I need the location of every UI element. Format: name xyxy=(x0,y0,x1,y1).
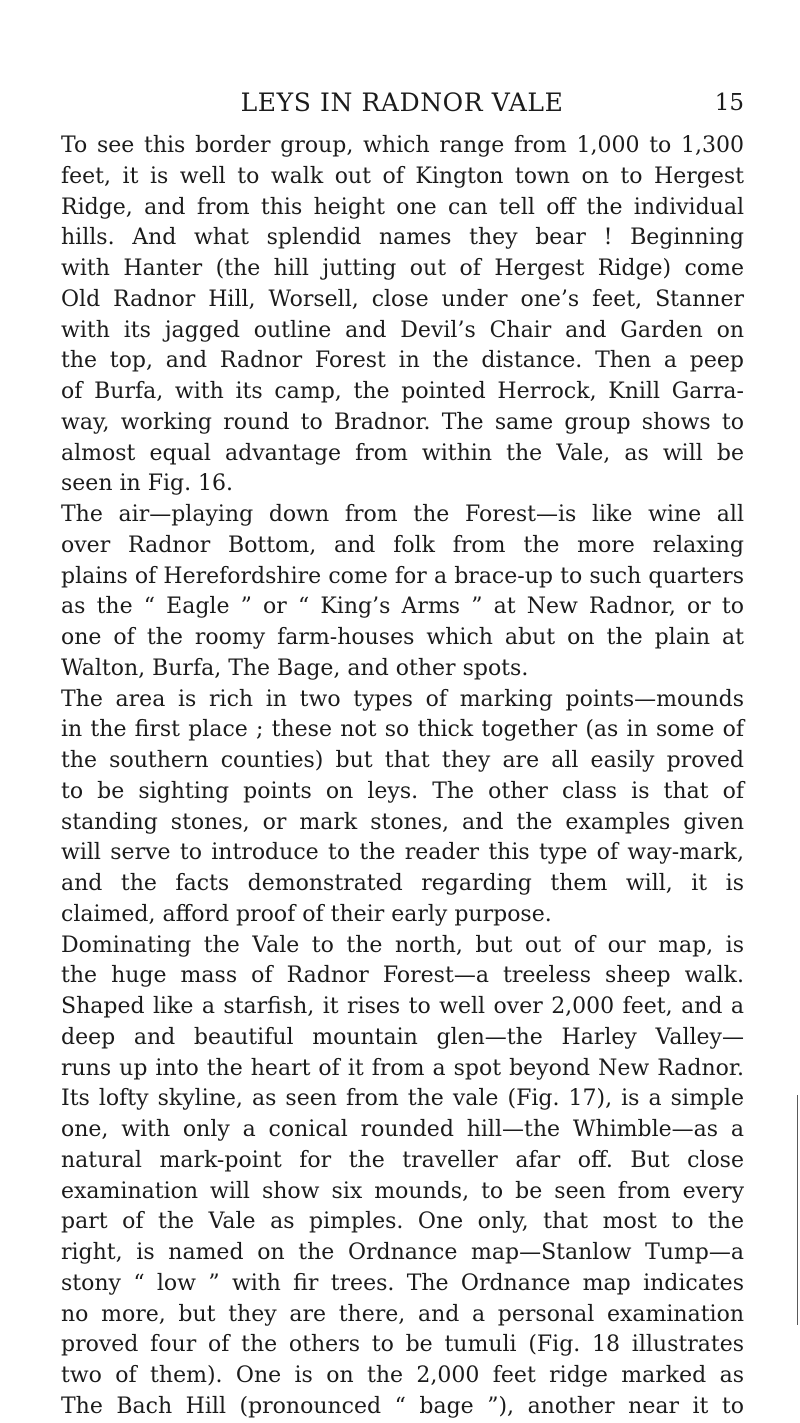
text-line: stony “ low ” with fir trees. The Ordnance map indicates xyxy=(61,1270,744,1296)
text-line: the southern counties) but that they are all easily proved xyxy=(61,748,744,773)
text-line: Dominating the Vale to the north, but out of our map, is xyxy=(61,932,744,958)
text-line: The area is rich in two types of marking points—mounds xyxy=(61,686,744,712)
text-line: proved four of the others to be tumuli (Fig. 18 illustrates xyxy=(61,1332,744,1358)
text-line: with its jagged outline and Devil’s Chair and Garden on xyxy=(61,317,744,343)
text-line: the top, and Radnor Forest in the distance. Then a peep xyxy=(61,348,744,374)
text-line: Walton, Burfa, The Bage, and other spots. xyxy=(61,655,529,681)
text-line: part of the Vale as pimples. One only, that most to the xyxy=(61,1209,744,1235)
text-line: one, with only a conical rounded hill—the Whimble—as a xyxy=(61,1117,744,1142)
text-line: in the first place ; these not so thick together (as in some of xyxy=(61,717,744,743)
text-line: and the facts demonstrated regarding them will, it is xyxy=(61,871,744,896)
running-title: LEYS IN RADNOR VALE xyxy=(240,88,564,117)
text-line: The air—playing down from the Forest—is like wine all xyxy=(61,502,744,527)
text-line: claimed, afford proof of their early purpose. xyxy=(61,901,552,927)
running-head xyxy=(60,88,744,118)
text-line: plains of Herefordshire come for a brace-up to such quarters xyxy=(61,563,744,589)
text-line: The Bach Hill (pronounced “ bage ”), another near it to xyxy=(61,1393,744,1419)
text-line: one of the roomy farm-houses which abut on the plain at xyxy=(61,625,744,650)
page-edge-line xyxy=(797,1095,798,1325)
text-line: will serve to introduce to the reader this type of way-mark, xyxy=(61,840,744,866)
text-line: of Burfa, with its camp, the pointed Herrock, Knill Garra- xyxy=(61,379,744,404)
text-line: Ridge, and from this height one can tell off the individual xyxy=(61,194,744,220)
text-line: natural mark-point for the traveller afar off. But close xyxy=(61,1147,744,1173)
text-line: over Radnor Bottom, and folk from the more relaxing xyxy=(61,532,744,558)
text-line: standing stones, or mark stones, and the examples given xyxy=(61,809,744,835)
text-line: To see this border group, which range from 1,000 to 1,300 xyxy=(61,133,744,158)
text-line: seen in Fig. 16. xyxy=(61,471,234,497)
text-line: right, is named on the Ordnance map—Stanlow Tump—a xyxy=(61,1240,744,1265)
text-line: two of them). One is on the 2,000 feet ridge marked as xyxy=(61,1363,744,1388)
text-line: Old Radnor Hill, Worsell, close under one’s feet, Stanner xyxy=(61,286,744,312)
text-line: no more, but they are there, and a personal examination xyxy=(61,1301,744,1327)
text-line: runs up into the heart of it from a spot beyond New Radnor. xyxy=(61,1055,744,1081)
text-line: feet, it is well to walk out of Kington town on to Hergest xyxy=(61,163,744,189)
text-line: Its lofty skyline, as seen from the vale (Fig. 17), is a simple xyxy=(61,1086,744,1112)
page-number: 15 xyxy=(714,90,744,116)
text-line: almost equal advantage from within the Vale, as will be xyxy=(61,440,744,466)
text-line: examination will show six mounds, to be seen from every xyxy=(61,1178,744,1204)
text-line: deep and beautiful mountain glen—the Harley Valley— xyxy=(61,1024,744,1050)
text-line: hills. And what splendid names they bear ! Beginning xyxy=(61,225,744,251)
text-line: as the “ Eagle ” or “ King’s Arms ” at New Radnor, or to xyxy=(61,594,744,620)
text-line: way, working round to Bradnor. The same group shows to xyxy=(61,409,744,435)
text-line: to be sighting points on leys. The other class is that of xyxy=(61,778,744,804)
text-line: Shaped like a starfish, it rises to well over 2,000 feet, and a xyxy=(61,994,744,1019)
text-line: the huge mass of Radnor Forest—a treeless sheep walk. xyxy=(61,963,744,989)
body-text xyxy=(61,131,744,1423)
text-line: with Hanter (the hill jutting out of Hergest Ridge) come xyxy=(61,256,744,281)
